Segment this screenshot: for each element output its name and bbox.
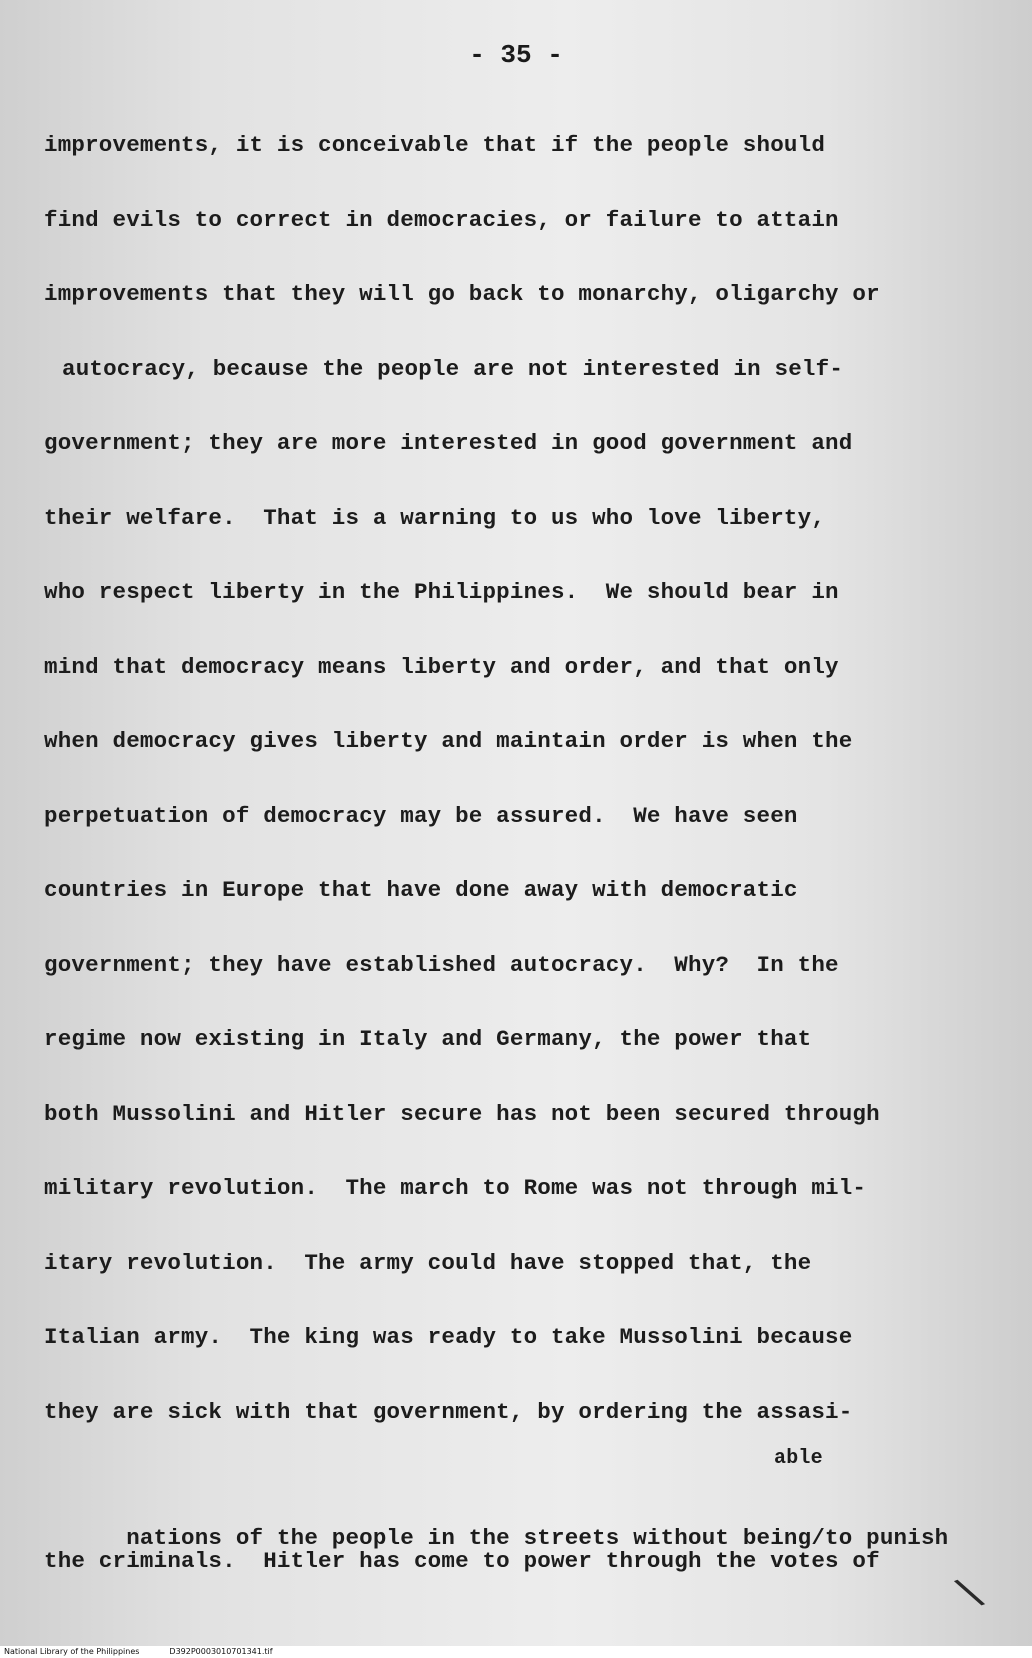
page-number: - 35 -: [469, 40, 563, 70]
text-line: improvements that they will go back to monarchy, oligarchy or: [44, 281, 880, 307]
footer-filename: D392P0003010701341.tif: [169, 1647, 273, 1656]
text-line: government; they have established autocracy. Why? In the: [44, 951, 839, 978]
text-line: their welfare. That is a warning to us who love liberty,: [44, 504, 826, 531]
text-line: government; they are more interested in good government and: [44, 430, 853, 456]
body-text: [44, 132, 994, 1622]
text-line: when democracy gives liberty and maintain order is when the: [44, 728, 853, 754]
footer-institution: National Library of the Philippines: [4, 1647, 140, 1656]
text-line-with-insert: [44, 1447, 994, 1551]
archive-footer: [0, 1646, 1032, 1658]
text-line: countries in Europe that have done away with democratic: [44, 877, 798, 903]
text-line: perpetuation of democracy may be assured. We have seen: [44, 802, 798, 829]
handwritten-insert: able: [774, 1447, 823, 1470]
text-line: the criminals. Hitler has come to power through the votes of: [44, 1547, 880, 1574]
text-line: who respect liberty in the Philippines. We should bear in: [44, 579, 839, 605]
text-line: they are sick with that government, by ordering the assasi-: [44, 1398, 853, 1425]
text-line: itary revolution. The army could have stopped that, the: [44, 1249, 812, 1276]
text-line: both Mussolini and Hitler secure has not been secured through: [44, 1100, 880, 1127]
text-line: improvements, it is conceivable that if the people should: [44, 132, 826, 158]
text-line: mind that democracy means liberty and order, and that only: [44, 653, 839, 680]
text-line: regime now existing in Italy and Germany, the power that: [44, 1026, 812, 1052]
text-line: find evils to correct in democracies, or failure to attain: [44, 206, 839, 233]
text-line: nations of the people in the streets without being/to punish: [126, 1525, 949, 1551]
margin-mark: \: [949, 1568, 992, 1626]
text-line: military revolution. The march to Rome was not through mil-: [44, 1175, 867, 1201]
text-line: Italian army. The king was ready to take Mussolini because: [44, 1324, 853, 1350]
text-line: autocracy, because the people are not interested in self-: [62, 355, 844, 382]
